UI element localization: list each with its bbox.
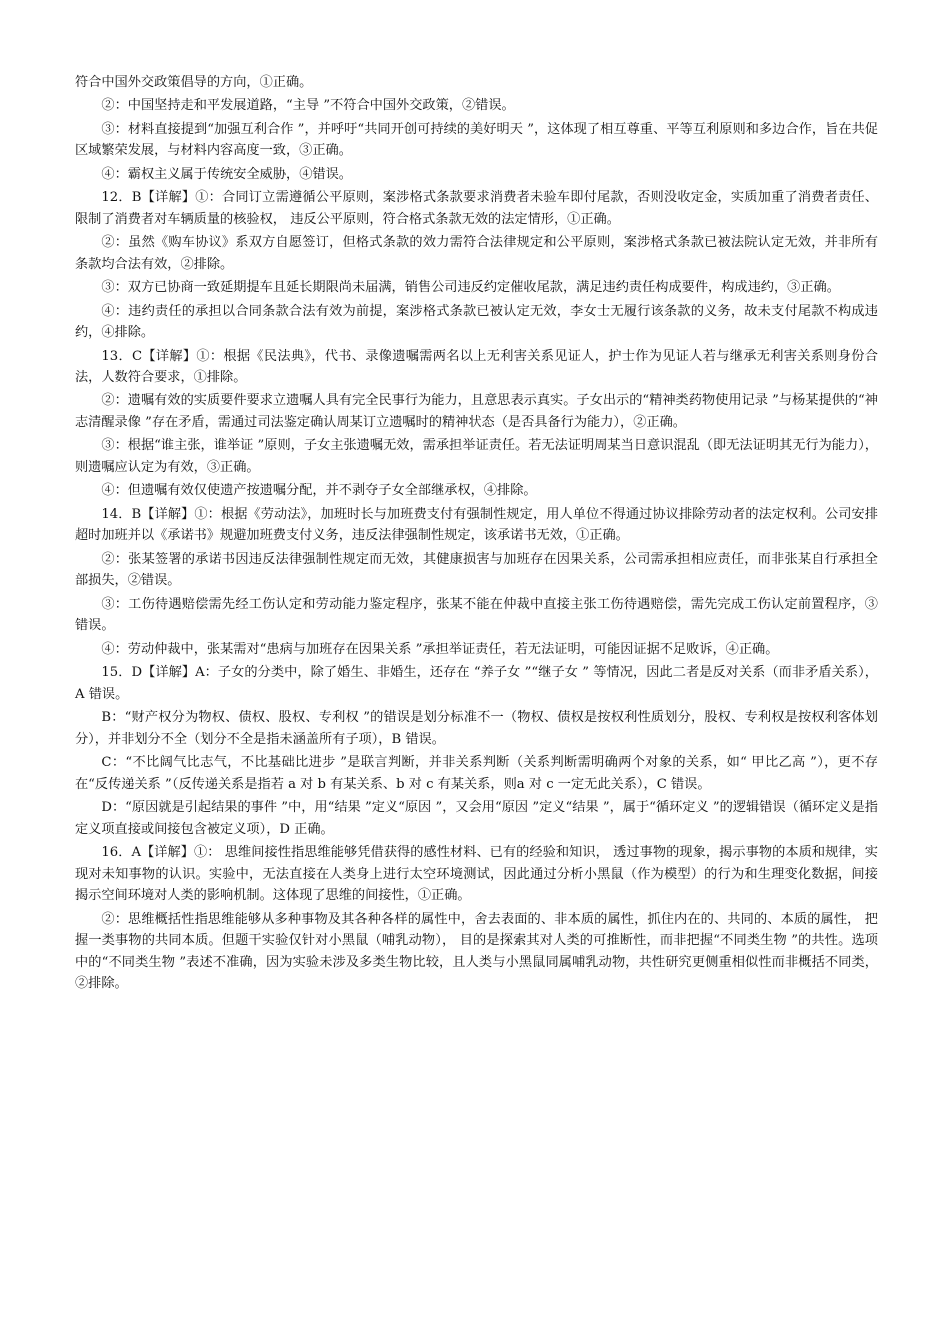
paragraph: D：“原因就是引起结果的事件 ”中，用“结果 ”定义“原因 ”，又会用“原因 ”定义“结果 ”，属于“循环定义 ”的逻辑错误（循环定义是指定义项直接或间接包含被定义项），D 正确。 [75,800,878,837]
question-16-answer: 16．A【详解】①： 思维间接性指思维能够凭借获得的感性材料、已有的经验和知识， 透过事物的现象，揭示事物的本质和规律，实现对未知事物的认识。实验中，无法直接在人类身上进行太空环境测试，因此通过分析小黑鼠（作为模型）的行为和生理变化数据，间接揭示空间环境对人类的影响机制。这体现了思维的间接性，①正确。 [75,845,878,904]
paragraph: B：“财产权分为物权、债权、股权、专利权 ”的错误是划分标准不一（物权、债权是按权利性质划分，股权、专利权是按权利客体划分），并非划分不全（划分不全是指未涵盖所有子项），B 错误。 [75,710,878,747]
paragraph: C：“不比阔气比志气，不比基础比进步 ”是联言判断，并非关系判断（关系判断需明确两个对象的关系，如“ 甲比乙高 ”），更不存在“反传递关系 ”（反传递关系是指若 a 对 b 有某关系、b 对 c 有某关系，则a 对 c 一定无此关系），C 错误。 [75,755,878,792]
paragraph: ④：霸权主义属于传统安全威胁，④错误。 [101,166,352,182]
question-14-answer: 14．B【详解】①：根据《劳动法》，加班时长与加班费支付有强制性规定，用人单位不得通过协议排除劳动者的法定权利。公司安排超时加班并以《承诺书》规避加班费支付义务，违反法律强制性规定，该承诺书无效，①正确。 [75,506,878,544]
question-15-answer: 15．D【详解】A：子女的分类中，除了婚生、非婚生，还存在 “养子女 ”“继子女 ” 等情况，因此二者是反对关系（而非矛盾关系），A 错误。 [75,665,878,702]
paragraph: ②：中国坚持走和平发展道路，“主导 ”不符合中国外交政策，②错误。 [101,98,515,114]
paragraph: ④：劳动仲裁中，张某需对“患病与加班存在因果关系 ”承担举证责任，若无法证明，可能因证据不足败诉，④正确。 [101,641,779,657]
paragraph: ③：工伤待遇赔偿需先经工伤认定和劳动能力鉴定程序，张某不能在仲裁中直接主张工伤待遇赔偿，需先完成工伤认定前置程序，③错误。 [75,596,878,634]
paragraph: ④：但遗嘱有效仅使遗产按遗嘱分配，并不剥夺子女全部继承权，④排除。 [101,483,537,499]
paragraph: 符合中国外交政策倡导的方向，①正确。 [75,75,313,90]
paragraph: ②：张某签署的承诺书因违反法律强制性规定而无效，其健康损害与加班存在因果关系，公司需承担相应责任，而非张某自行承担全部损失，②错误。 [75,551,878,589]
question-12-answer: 12．B【详解】①：合同订立需遵循公平原则，案涉格式条款要求消费者未验车即付尾款，否则没收定金，实质加重了消费者责任、限制了消费者对车辆质量的核验权， 违反公平原则，符合格式条款无效的法定情形，①正确。 [75,190,878,227]
paragraph: ③：根据“谁主张，谁举证 ”原则，子女主张遗嘱无效，需承担举证责任。若无法证明周某当日意识混乱（即无法证明其无行为能力），则遗嘱应认定为有效，③正确。 [75,438,878,476]
paragraph: ②：虽然《购车协议》系双方自愿签订，但格式条款的效力需符合法律规定和公平原则，案涉格式条款已被法院认定无效，并非所有条款均合法有效，②排除。 [75,235,878,272]
paragraph: ②：遗嘱有效的实质要件要求立遗嘱人具有完全民事行为能力，且意思表示真实。子女出示的“精神类药物使用记录 ”与杨某提供的“神志清醒录像 ”存在矛盾，需通过司法鉴定确认周某订立遗嘱时的精神状态（是否具备行为能力），②正确。 [75,393,878,431]
paragraph: ②：思维概括性指思维能够从多种事物及其各种各样的属性中，舍去表面的、非本质的属性，抓住内在的、共同的、本质的属性， 把握一类事物的共同本质。但题干实验仅针对小黑鼠（哺乳动物）， 目的是探索其对人类的可推断性，而非把握“不同类生物 ”的共性。选项中的“不同类生物 ”表述不准确，因为实验未涉及多类生物比较，且人类与小黑鼠同属哺乳动物，共性研究更侧重相似性而非概括不同类，②排除。 [75,911,878,992]
paragraph: ③：双方已协商一致延期提车且延长期限尚未届满，销售公司违反约定催收尾款，满足违约责任构成要件，构成违约，③正确。 [101,280,840,296]
paragraph: ④：违约责任的承担以合同条款合法有效为前提，案涉格式条款已被认定无效，李女士无履行该条款的义务，故未支付尾款不构成违约，④排除。 [75,303,878,341]
paragraph: ③：材料直接提到“加强互利合作 ”，并呼吁“共同开创可持续的美好明天 ”，这体现了相互尊重、平等互利原则和多边合作，旨在共促区域繁荣发展，与材料内容高度一致，③正确。 [75,121,878,159]
question-13-answer: 13．C【详解】①：根据《民法典》，代书、录像遗嘱需两名以上无利害关系见证人，护士作为见证人若与继承无利害关系则身份合法，人数符合要求，①排除。 [75,348,878,386]
